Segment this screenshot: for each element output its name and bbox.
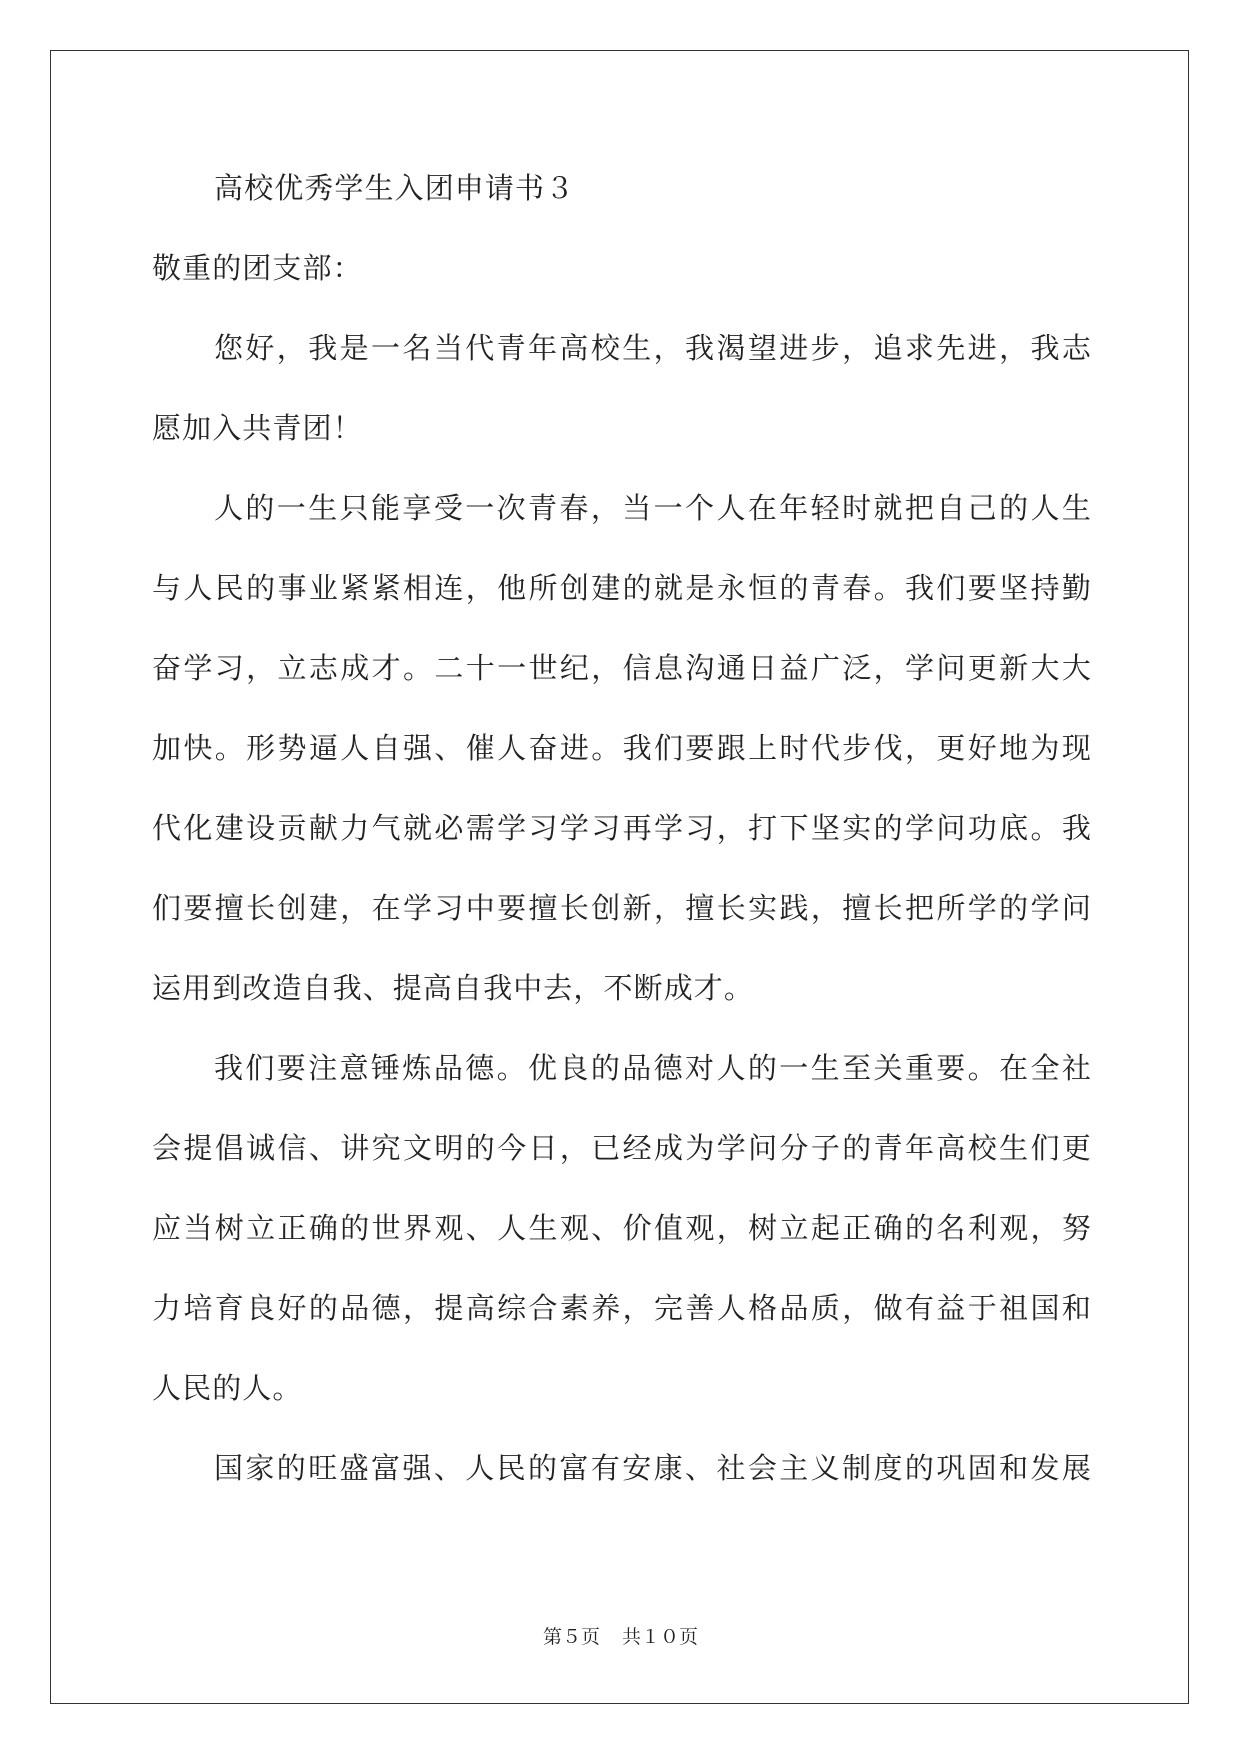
paragraph-line: 力培育良好的品德，提高综合素养，完善人格品质，做有益于祖国和 bbox=[152, 1291, 1092, 1325]
paragraph-line: 奋学习，立志成才。二十一世纪，信息沟通日益广泛，学问更新大大 bbox=[152, 651, 1092, 685]
paragraph-line: 应当树立正确的世界观、人生观、价值观，树立起正确的名利观，努 bbox=[152, 1211, 1092, 1245]
paragraph-line: 人的一生只能享受一次青春，当一个人在年轻时就把自己的人生 bbox=[214, 491, 1092, 525]
paragraph-line: 运用到改造自我、提高自我中去，不断成才。 bbox=[152, 971, 755, 1005]
page-total: 共１０页 bbox=[622, 1626, 699, 1648]
paragraph-line: 们要擅长创建，在学习中要擅长创新，擅长实践，擅长把所学的学问 bbox=[152, 891, 1092, 925]
paragraph-line: 国家的旺盛富强、人民的富有安康、社会主义制度的巩固和发展 bbox=[214, 1451, 1092, 1485]
salutation: 敬重的团支部： bbox=[152, 251, 363, 285]
paragraph-line: 会提倡诚信、讲究文明的今日，已经成为学问分子的青年高校生们更 bbox=[152, 1131, 1092, 1165]
paragraph-line: 愿加入共青团！ bbox=[152, 411, 363, 445]
paragraph-line: 我们要注意锤炼品德。优良的品德对人的一生至关重要。在全社 bbox=[214, 1051, 1092, 1085]
paragraph-line: 与人民的事业紧紧相连，他所创建的就是永恒的青春。我们要坚持勤 bbox=[152, 571, 1092, 605]
paragraph-line: 代化建设贡献力气就必需学习学习再学习，打下坚实的学问功底。我 bbox=[152, 811, 1092, 845]
page-footer bbox=[0, 1622, 1241, 1649]
document-body bbox=[152, 168, 1092, 1528]
paragraph-line: 人民的人。 bbox=[152, 1371, 303, 1405]
page-number: 第５页 bbox=[542, 1626, 600, 1648]
paragraph-line: 加快。形势逼人自强、催人奋进。我们要跟上时代步伐，更好地为现 bbox=[152, 731, 1092, 765]
paragraph-line: 您好，我是一名当代青年高校生，我渴望进步，追求先进，我志 bbox=[214, 331, 1092, 365]
document-title: 高校优秀学生入团申请书３ bbox=[214, 171, 576, 205]
